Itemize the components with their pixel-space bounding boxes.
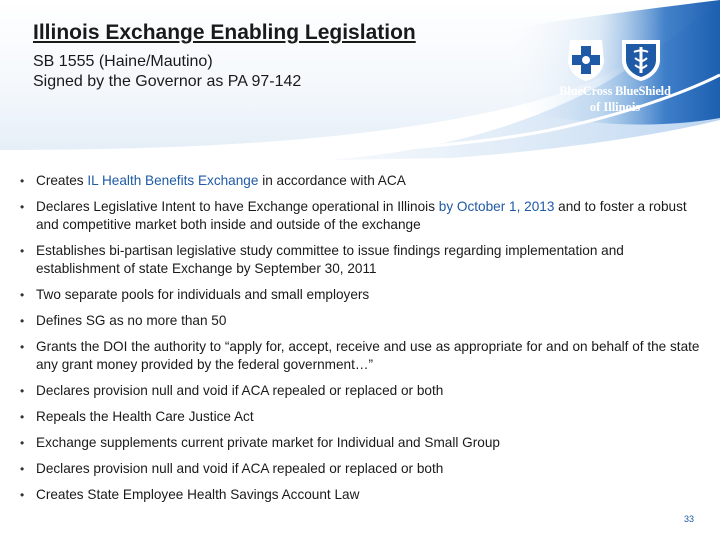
highlighted-text: by October 1, 2013: [438, 199, 555, 214]
bullet-item: [18, 312, 708, 330]
bullet-text: Declares Legislative Intent to have Exchange operational in Illinois: [36, 199, 439, 214]
blue-cross-icon: [568, 40, 604, 81]
bullet-text: Declares provision null and void if ACA repealed or replaced or both: [36, 383, 444, 398]
bullet-item: [18, 242, 708, 278]
bullet-dot-icon: •: [20, 488, 25, 502]
slide-title: Illinois Exchange Enabling Legislation: [33, 21, 416, 44]
bill-reference: SB 1555 (Haine/Mautino): [33, 53, 213, 70]
bullet-text: Exchange supplements current private market for Individual and Small Group: [36, 435, 500, 450]
bullet-item: [18, 408, 708, 426]
bullet-text: in accordance with ACA: [258, 173, 406, 188]
signing-status: Signed by the Governor as PA 97-142: [33, 73, 302, 90]
logo-wordmark-region: of Illinois: [589, 100, 641, 114]
bullet-item: [18, 172, 708, 190]
bullet-item: [18, 286, 708, 304]
bullet-dot-icon: •: [20, 384, 25, 398]
bullet-text: Establishes bi-partisan legislative study committee to issue findings regarding implementation and establishment of state Exchange by September 30, 2011: [36, 243, 624, 276]
highlighted-text: IL Health Benefits Exchange: [87, 173, 259, 188]
bullet-item: [18, 338, 708, 374]
bullet-dot-icon: •: [20, 200, 25, 214]
bullet-text: Two separate pools for individuals and small employers: [36, 287, 370, 302]
bullet-item: [18, 382, 708, 400]
bullet-dot-icon: •: [20, 410, 25, 424]
bullet-item: [18, 486, 708, 504]
logo-wordmark: BlueCross BlueShield: [559, 84, 671, 98]
page-number: 33: [683, 514, 694, 524]
bullet-dot-icon: •: [20, 462, 25, 476]
bullet-text: Grants the DOI the authority to “apply for, accept, receive and use as appropriate for and on behalf of the state any grant money provided by the federal government…”: [36, 339, 700, 372]
blue-shield-icon: [622, 40, 660, 81]
bullet-item: [18, 434, 708, 452]
bcbs-logo: [540, 38, 690, 118]
bullet-text: Creates: [36, 173, 88, 188]
bullet-text: Creates State Employee Health Savings Account Law: [36, 487, 360, 502]
bullet-dot-icon: •: [20, 244, 25, 258]
bullet-list: [18, 172, 708, 512]
bullet-text: Defines SG as no more than 50: [36, 313, 227, 328]
bullet-text: and to foster a robust and competitive market both inside and outside of the exchange: [36, 199, 687, 232]
bullet-dot-icon: •: [20, 436, 25, 450]
bullet-item: [18, 198, 708, 234]
bullet-dot-icon: •: [20, 174, 25, 188]
bullet-text: Repeals the Health Care Justice Act: [36, 409, 254, 424]
bullet-dot-icon: •: [20, 288, 25, 302]
bullet-text: Declares provision null and void if ACA repealed or replaced or both: [36, 461, 444, 476]
bullet-dot-icon: •: [20, 314, 25, 328]
bullet-item: [18, 460, 708, 478]
bullet-dot-icon: •: [20, 340, 25, 354]
